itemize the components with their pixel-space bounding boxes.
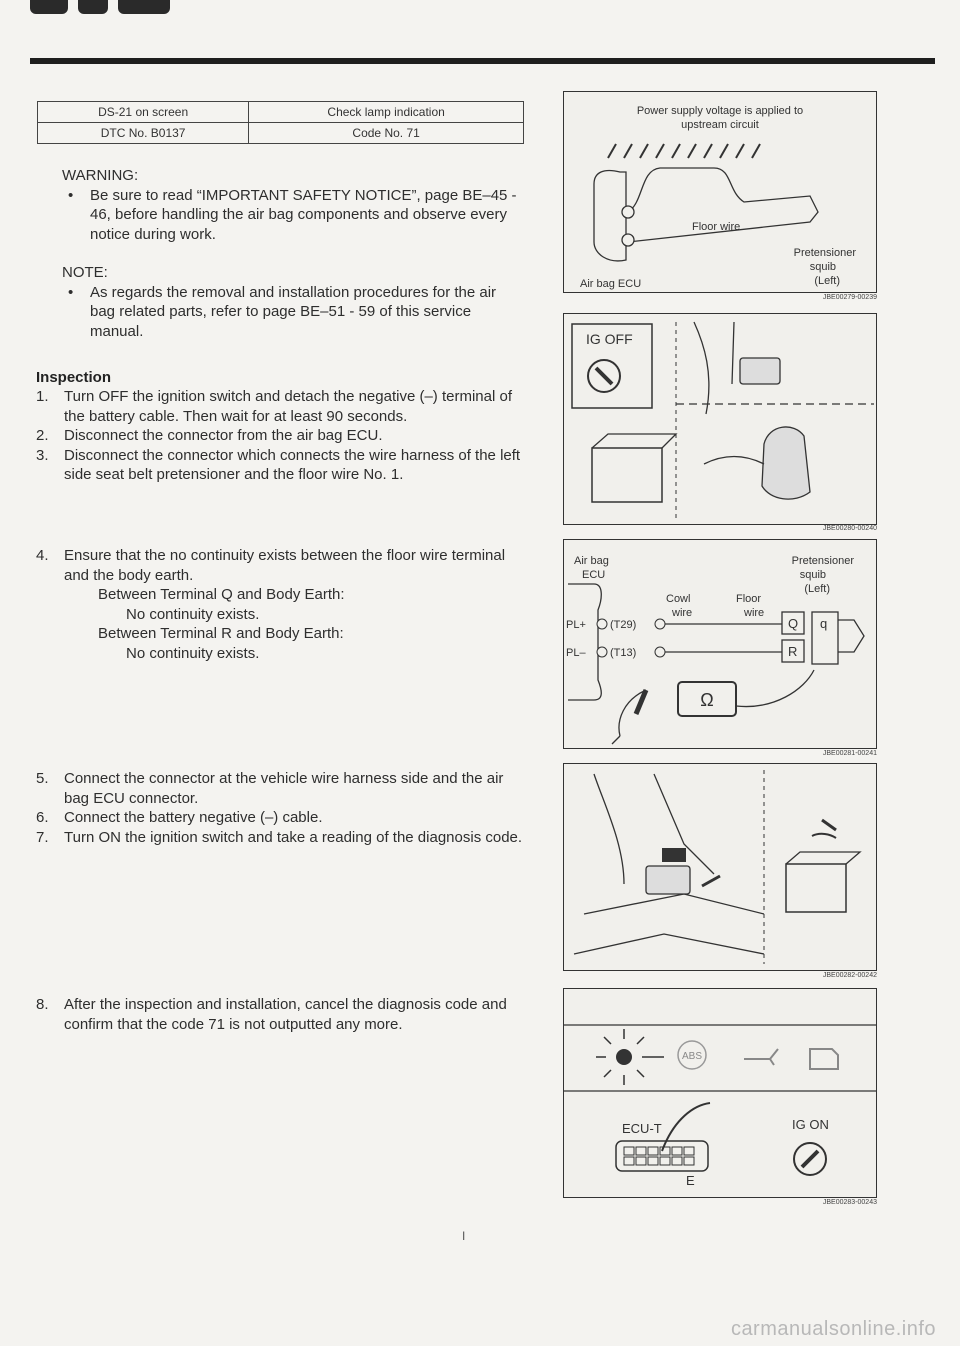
terminal-q-label: Between Terminal Q and Body Earth: <box>98 586 345 603</box>
terminal-r-label: Between Terminal R and Body Earth: <box>98 625 344 642</box>
step-text: After the inspection and installation, cancel the diagnosis code and confirm that the code 71 is not outputted any more. <box>64 996 507 1033</box>
watermark: carmanualsonline.info <box>730 1318 936 1340</box>
fig3-pret-line1: Pretensioner <box>791 555 854 567</box>
inspection-steps-1-3 <box>36 387 524 485</box>
step-item: 8. After the inspection and installation, cancel the diagnosis code and confirm that the code 71 is not outputted any more. <box>36 996 507 1033</box>
connector-icon <box>662 848 686 862</box>
svg-text:wire: wire <box>672 607 693 619</box>
e-terminal-label: E <box>686 1173 695 1188</box>
svg-text:(Left): (Left) <box>814 275 840 287</box>
step-text: Turn ON the ignition switch and take a reading of the diagnosis code. <box>64 828 523 846</box>
console-lines <box>574 774 764 954</box>
svg-text:squib: squib <box>799 569 826 581</box>
fig3-ecu-line2: ECU <box>582 569 606 581</box>
t29-label: (T29) <box>610 619 637 631</box>
ecu-unit <box>646 866 690 894</box>
step-text: Turn OFF the ignition switch and detach the negative (–) terminal of the battery cable. Then wait for at least 90 seconds. <box>64 388 513 425</box>
figure-ig-off-battery <box>563 313 877 525</box>
step-text: Ensure that the no continuity exists between the floor wire terminal and the body earth. <box>64 547 506 584</box>
ignition-key-icon <box>794 1143 826 1175</box>
pl-plus-label: PL+ <box>566 619 586 631</box>
step-item: 2. Disconnect the connector from the air bag ECU. <box>36 427 383 444</box>
figure-power-supply-circuit <box>563 91 877 293</box>
step-text: Connect the connector at the vehicle wire harness side and the air bag ECU connector. <box>64 770 504 807</box>
step-item: 4. Ensure that the no continuity exists between the floor wire terminal and the body earth. <box>36 547 506 584</box>
airbag-warning-lamp-icon <box>596 1029 664 1085</box>
figure-reconnect <box>563 763 877 971</box>
fig1-title-line1: Power supply voltage is applied to <box>636 105 804 117</box>
fig1-title-line2: upstream circuit <box>681 119 759 131</box>
table-cell: DTC No. B0137 <box>38 123 249 144</box>
table-cell: Check lamp indication <box>249 102 524 123</box>
ig-on-label: IG ON <box>792 1117 829 1132</box>
step-text: Disconnect the connector which connects the wire harness of the left side seat belt pretensioner and the floor wire No. 1. <box>64 446 521 483</box>
warning-block <box>62 166 524 244</box>
terminal-q-value: No continuity exists. <box>126 605 260 623</box>
ig-off-label: IG OFF <box>586 331 633 347</box>
cowl-wire-label: Cowl <box>666 593 691 605</box>
svg-text:R: R <box>788 644 798 659</box>
engine-lamp-icon <box>810 1049 838 1069</box>
figure-code: JBE00283-00243 <box>822 1199 877 1206</box>
air-bag-ecu-label: Air bag ECU <box>580 278 642 290</box>
svg-text:squib: squib <box>809 261 836 273</box>
warning-title: WARNING: <box>62 167 139 184</box>
table-cell: DS-21 on screen <box>38 102 249 123</box>
step-text: Disconnect the connector from the air bag ECU. <box>64 427 383 444</box>
figure-code: JBE00280-00240 <box>822 525 877 532</box>
diagnosis-connector-icon <box>616 1141 708 1171</box>
note-block <box>62 263 524 341</box>
ecu-outline <box>594 171 626 261</box>
ignition-key-icon <box>588 360 620 392</box>
oil-lamp-icon <box>744 1049 778 1065</box>
ecu-unit <box>740 358 780 384</box>
page-mark: I <box>462 1229 466 1243</box>
svg-text:(Left): (Left) <box>804 583 830 595</box>
step-text: Connect the battery negative (–) cable. <box>64 809 323 826</box>
ecu-connector-outline <box>568 584 601 700</box>
warning-text: • Be sure to read “IMPORTANT SAFETY NOTICE”, page BE–45 - 46, before handling the air bag components and observe every notice during work. <box>62 186 524 245</box>
svg-text:wire: wire <box>744 607 765 619</box>
step-item: 3. Disconnect the connector which connects the wire harness of the left side seat belt pretensioner and the floor wire No. 1. <box>36 446 521 483</box>
step-item: 5. Connect the connector at the vehicle wire harness side and the air bag ECU connector. <box>36 770 504 807</box>
svg-text:q: q <box>820 616 828 631</box>
floor-wire-label: Floor <box>736 593 762 605</box>
figure-diagnosis-reading <box>563 988 877 1198</box>
figure-code: JBE00281-00241 <box>822 750 877 757</box>
inspection-step-8 <box>36 995 524 1034</box>
jumper-wire <box>662 1103 710 1151</box>
terminal-r-value: No continuity exists. <box>126 644 260 662</box>
fig3-ecu-line1: Air bag <box>574 555 609 567</box>
pl-minus-label: PL– <box>566 647 586 659</box>
battery-icon <box>592 448 662 502</box>
t13-label: (T13) <box>610 647 637 659</box>
note-text: • As regards the removal and installation procedures for the air bag related parts, refer to page BE–51 - 59 of this service manual. <box>62 283 524 342</box>
table-cell: Code No. 71 <box>249 123 524 144</box>
floor-wire-label: Floor wire <box>692 221 741 233</box>
inspection-step-4 <box>36 546 524 663</box>
step-item: 6. Connect the battery negative (–) cable. <box>36 809 323 826</box>
abs-label: ABS <box>681 1051 703 1062</box>
step-item: 1. Turn OFF the ignition switch and detach the negative (–) terminal of the battery cable. Then wait for at least 90 seconds. <box>36 388 513 425</box>
pretensioner-label: Pretensioner <box>793 247 856 259</box>
battery-icon <box>786 864 846 912</box>
shift-lever <box>694 322 734 414</box>
ohm-symbol: Ω <box>700 690 714 710</box>
figure-code: JBE00282-00242 <box>822 972 877 979</box>
ecu-t-label: ECU-T <box>622 1121 662 1136</box>
note-title: NOTE: <box>62 264 108 281</box>
probe-icon <box>636 690 646 714</box>
inspection-heading: Inspection <box>36 369 112 386</box>
hatch-lines <box>608 144 760 158</box>
step-item: 7. Turn ON the ignition switch and take a reading of the diagnosis code. <box>36 828 523 846</box>
figure-continuity-diagram <box>563 539 877 749</box>
pretensioner-unit <box>762 427 810 499</box>
figure-code: JBE00279-00239 <box>822 294 877 301</box>
dtc-table <box>37 101 524 144</box>
inspection-steps-5-7 <box>36 769 524 847</box>
svg-text:Q: Q <box>788 616 799 631</box>
page-header-bar <box>30 0 935 66</box>
